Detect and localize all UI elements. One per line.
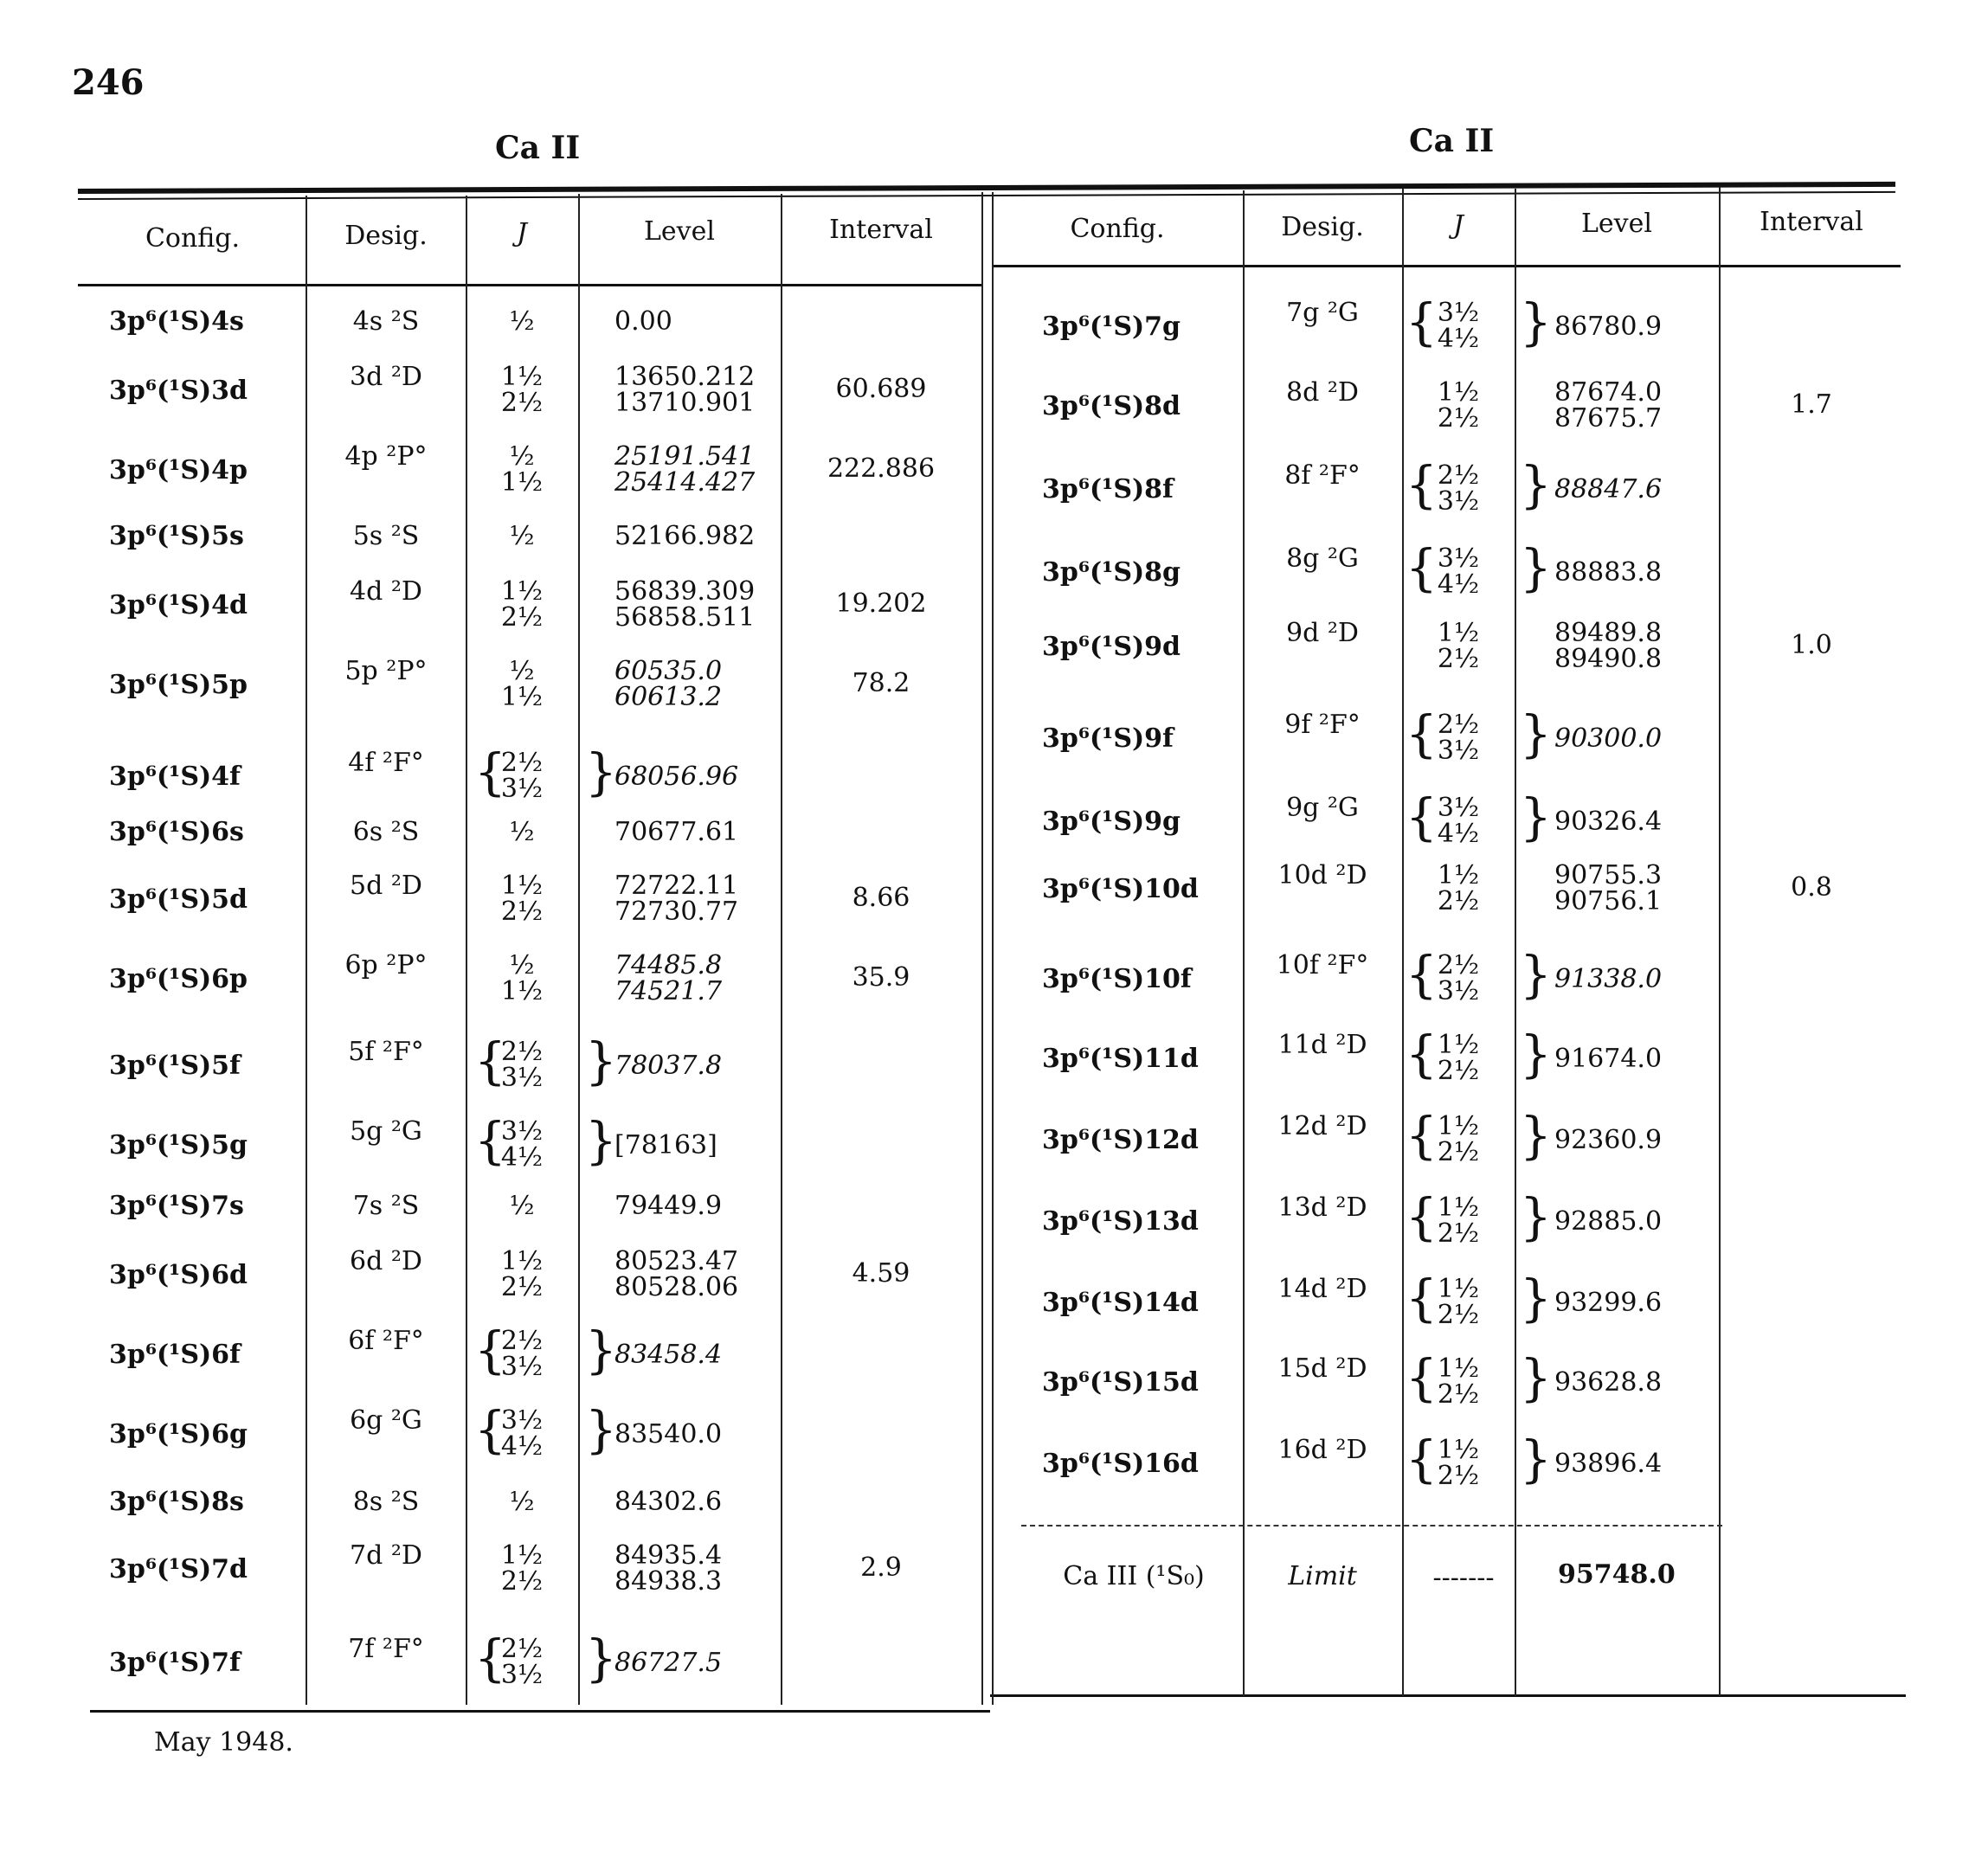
row-j: 2½ [1437, 1056, 1480, 1086]
row-desig: 4s ²S [352, 306, 420, 337]
row-level: 91338.0 [1554, 964, 1663, 994]
row-level: 83458.4 [614, 1340, 723, 1370]
row-config: 3p⁶(¹S)12d [1042, 1125, 1199, 1155]
row-level: 87675.7 [1554, 403, 1663, 434]
brace-left-icon: { [1406, 292, 1438, 351]
row-level: 86780.9 [1554, 312, 1663, 342]
row-j: 3½ [1437, 976, 1480, 1006]
row-level: 56858.511 [614, 602, 756, 633]
header-desig: Desig. [344, 221, 428, 251]
row-j: 2½ [500, 602, 544, 633]
row-j: 3½ [500, 1116, 544, 1147]
brace-left-icon: { [1406, 1025, 1438, 1083]
row-j: 1½ [1437, 1353, 1480, 1384]
row-j: 3½ [1437, 298, 1480, 328]
brace-right-icon: } [1520, 787, 1552, 846]
vline [1243, 190, 1245, 1696]
row-config: 3p⁶(¹S)7d [109, 1554, 248, 1584]
row-level: 86727.5 [614, 1648, 723, 1678]
title-right: Ca II [1409, 123, 1495, 159]
row-config: 3p⁶(¹S)8g [1042, 557, 1181, 588]
row-j: 2½ [1437, 710, 1480, 740]
row-desig: 4f ²F° [348, 748, 424, 778]
row-interval: 35.9 [852, 962, 910, 993]
row-level: 90300.0 [1554, 723, 1663, 754]
row-j: 2½ [500, 897, 544, 927]
row-j: 4½ [500, 1142, 544, 1173]
row-j: 2½ [1437, 1461, 1480, 1491]
row-config: 3p⁶(¹S)14d [1042, 1288, 1199, 1318]
row-level: 92885.0 [1554, 1206, 1663, 1237]
row-j: ½ [509, 1487, 535, 1517]
row-level: [78163] [614, 1130, 717, 1160]
title-left: Ca II [495, 130, 581, 166]
row-j: 3½ [500, 1405, 544, 1436]
row-desig: 11d ²D [1277, 1030, 1367, 1060]
row-j: 2½ [1437, 886, 1480, 916]
row-config: 3p⁶(¹S)7f [109, 1648, 241, 1678]
row-j: 2½ [1437, 1218, 1480, 1249]
row-level: 13710.901 [614, 388, 756, 418]
row-desig: 14d ²D [1277, 1274, 1367, 1304]
row-level: 25191.541 [614, 441, 756, 472]
left-header-rule [78, 284, 982, 286]
row-j: 3½ [1437, 543, 1480, 574]
row-desig: 7g ²G [1286, 298, 1359, 328]
row-level: 60613.2 [614, 682, 723, 712]
row-j: ½ [509, 306, 535, 337]
row-desig: 7d ²D [350, 1540, 422, 1571]
page-number: 246 [72, 62, 145, 103]
row-config: 3p⁶(¹S)9d [1042, 632, 1181, 662]
row-desig: 6f ²F° [348, 1326, 424, 1356]
brace-right-icon: } [585, 1400, 617, 1459]
row-desig: 6p ²P° [344, 950, 428, 980]
row-level: 90756.1 [1554, 886, 1663, 916]
row-j: 3½ [500, 1063, 544, 1093]
row-j: 2½ [1437, 1137, 1480, 1167]
row-desig: 9f ²F° [1284, 710, 1361, 740]
brace-left-icon: { [1406, 1430, 1438, 1488]
brace-left-icon: { [474, 1629, 506, 1687]
row-desig: 8f ²F° [1284, 460, 1361, 491]
row-level: 72730.77 [614, 897, 739, 927]
brace-left-icon: { [1406, 945, 1438, 1004]
row-j: ½ [509, 950, 535, 980]
row-level: 84935.4 [614, 1540, 723, 1571]
row-j: 1½ [500, 1540, 544, 1571]
row-j: 1½ [500, 682, 544, 712]
row-level: 78037.8 [614, 1051, 723, 1081]
row-config: 3p⁶(¹S)5f [109, 1051, 241, 1081]
row-interval: 19.202 [835, 588, 927, 619]
row-desig: 5d ²D [350, 871, 422, 901]
row-desig: 4p ²P° [344, 441, 428, 472]
row-desig: 6d ²D [350, 1246, 422, 1276]
row-config: 3p⁶(¹S)6s [109, 817, 244, 847]
row-config: 3p⁶(¹S)5g [109, 1130, 248, 1160]
brace-right-icon: } [585, 1111, 617, 1170]
header-config: Config. [145, 223, 241, 254]
row-level: 25414.427 [614, 467, 756, 498]
row-j: 3½ [1437, 793, 1480, 823]
row-interval: 8.66 [852, 883, 910, 913]
row-j: 3½ [500, 1352, 544, 1382]
row-j: 2½ [1437, 1379, 1480, 1410]
row-j: 2½ [1437, 950, 1480, 980]
row-config: 3p⁶(¹S)5p [109, 670, 248, 700]
row-j: 4½ [500, 1431, 544, 1462]
row-desig: 13d ²D [1277, 1192, 1367, 1223]
row-level: 90755.3 [1554, 860, 1663, 890]
row-level: 56839.309 [614, 576, 756, 607]
header-level: Level [1581, 209, 1652, 239]
brace-right-icon: } [1520, 292, 1552, 351]
header-config: Config. [1070, 214, 1165, 244]
row-interval: 78.2 [852, 668, 910, 698]
row-j: 1½ [1437, 860, 1480, 890]
limit-j: ------- [1432, 1563, 1495, 1593]
row-level: 79449.9 [614, 1191, 723, 1221]
row-j: 4½ [1437, 569, 1480, 600]
row-level: 52166.982 [614, 521, 756, 551]
row-desig: 7f ²F° [348, 1634, 424, 1664]
row-config: 3p⁶(¹S)9f [1042, 723, 1174, 754]
row-level: 74521.7 [614, 976, 723, 1006]
brace-right-icon: } [1520, 945, 1552, 1004]
row-config: 3p⁶(¹S)4p [109, 455, 248, 485]
limit-desig: Limit [1288, 1561, 1357, 1591]
row-config: 3p⁶(¹S)13d [1042, 1206, 1199, 1237]
brace-left-icon: { [474, 1111, 506, 1170]
row-desig: 8g ²G [1286, 543, 1359, 574]
row-desig: 5p ²P° [344, 656, 428, 686]
row-level: 90326.4 [1554, 807, 1663, 837]
vline [992, 192, 994, 1705]
row-j: 1½ [500, 576, 544, 607]
row-j: 2½ [500, 388, 544, 418]
row-config: 3p⁶(¹S)16d [1042, 1449, 1199, 1479]
row-j: 2½ [500, 1272, 544, 1302]
row-level: 88847.6 [1554, 474, 1663, 505]
brace-left-icon: { [1406, 1106, 1438, 1165]
row-config: 3p⁶(¹S)15d [1042, 1367, 1199, 1398]
row-level: 70677.61 [614, 817, 739, 847]
brace-left-icon: { [474, 1400, 506, 1459]
row-j: 1½ [500, 467, 544, 498]
row-j: 1½ [1437, 618, 1480, 648]
row-config: 3p⁶(¹S)5s [109, 521, 244, 551]
row-level: 68056.96 [614, 762, 739, 792]
row-desig: 3d ²D [350, 362, 422, 392]
row-config: 3p⁶(¹S)3d [109, 376, 248, 406]
row-desig: 8d ²D [1286, 377, 1359, 408]
row-level: 89490.8 [1554, 644, 1663, 674]
row-j: 3½ [500, 1660, 544, 1690]
row-j: 2½ [1437, 644, 1480, 674]
brace-right-icon: } [1520, 1187, 1552, 1246]
row-level: 0.00 [614, 306, 672, 337]
vline [1515, 189, 1516, 1696]
row-j: 3½ [500, 774, 544, 804]
header-j: J [1452, 210, 1464, 241]
row-level: 87674.0 [1554, 377, 1663, 408]
row-desig: 9d ²D [1286, 618, 1359, 648]
row-j: 1½ [500, 362, 544, 392]
row-interval: 4.59 [852, 1258, 910, 1289]
brace-right-icon: } [1520, 1106, 1552, 1165]
row-level: 92360.9 [1554, 1125, 1663, 1155]
brace-left-icon: { [474, 742, 506, 801]
row-level: 83540.0 [614, 1419, 723, 1449]
row-level: 74485.8 [614, 950, 723, 980]
row-interval: 2.9 [860, 1552, 902, 1583]
row-desig: 5f ²F° [348, 1037, 424, 1067]
row-j: 4½ [1437, 819, 1480, 849]
row-desig: 8s ²S [352, 1487, 420, 1517]
row-config: 3p⁶(¹S)6g [109, 1419, 248, 1449]
row-config: 3p⁶(¹S)8f [1042, 474, 1174, 505]
row-j: 2½ [500, 1326, 544, 1356]
brace-right-icon: } [585, 742, 617, 801]
row-level: 80528.06 [614, 1272, 739, 1302]
row-config: 3p⁶(¹S)6d [109, 1260, 248, 1290]
row-config: 3p⁶(¹S)10f [1042, 964, 1192, 994]
row-j: 4½ [1437, 324, 1480, 354]
row-desig: 6g ²G [350, 1405, 422, 1436]
row-config: 3p⁶(¹S)6p [109, 964, 248, 994]
vline [781, 194, 782, 1705]
row-j: 2½ [1437, 460, 1480, 491]
row-j: 1½ [1437, 1030, 1480, 1060]
row-desig: 10f ²F° [1276, 950, 1369, 980]
limit-config: Ca III (¹S₀) [1063, 1561, 1205, 1591]
brace-left-icon: { [1406, 455, 1438, 514]
brace-right-icon: } [1520, 1025, 1552, 1083]
row-j: 3½ [1437, 736, 1480, 766]
row-interval: 60.689 [835, 374, 927, 404]
brace-right-icon: } [585, 1629, 617, 1687]
row-desig: 10d ²D [1277, 860, 1367, 890]
row-config: 3p⁶(¹S)11d [1042, 1044, 1199, 1074]
row-j: 1½ [500, 976, 544, 1006]
row-level: 93628.8 [1554, 1367, 1663, 1398]
row-config: 3p⁶(¹S)4d [109, 590, 248, 620]
row-desig: 7s ²S [352, 1191, 420, 1221]
brace-left-icon: { [1406, 787, 1438, 846]
brace-right-icon: } [1520, 455, 1552, 514]
row-level: 91674.0 [1554, 1044, 1663, 1074]
vline [466, 196, 467, 1705]
row-config: 3p⁶(¹S)7s [109, 1191, 244, 1221]
row-desig: 16d ²D [1277, 1435, 1367, 1465]
row-j: ½ [509, 656, 535, 686]
brace-right-icon: } [1520, 1348, 1552, 1407]
header-j: J [516, 218, 528, 248]
right-bottom-rule [990, 1694, 1906, 1697]
row-config: 3p⁶(¹S)4s [109, 306, 244, 337]
row-config: 3p⁶(¹S)9g [1042, 807, 1181, 837]
row-j: 2½ [500, 1566, 544, 1597]
brace-left-icon: { [1406, 538, 1438, 597]
brace-left-icon: { [474, 1032, 506, 1090]
row-desig: 12d ²D [1277, 1111, 1367, 1141]
header-interval: Interval [1760, 207, 1863, 237]
vline [306, 196, 307, 1705]
row-j: 2½ [1437, 403, 1480, 434]
brace-left-icon: { [474, 1321, 506, 1379]
row-config: 3p⁶(¹S)5d [109, 884, 248, 915]
brace-left-icon: { [1406, 1187, 1438, 1246]
row-j: 1½ [1437, 1274, 1480, 1304]
brace-left-icon: { [1406, 704, 1438, 763]
vline [578, 194, 580, 1705]
row-j: 2½ [1437, 1300, 1480, 1330]
row-config: 3p⁶(¹S)10d [1042, 874, 1199, 904]
brace-right-icon: } [1520, 704, 1552, 763]
brace-right-icon: } [1520, 1430, 1552, 1488]
limit-separator [1021, 1525, 1722, 1527]
row-level: 89489.8 [1554, 618, 1663, 648]
row-level: 93299.6 [1554, 1288, 1663, 1318]
row-j: 1½ [500, 1246, 544, 1276]
row-j: 1½ [1437, 377, 1480, 408]
brace-right-icon: } [585, 1032, 617, 1090]
header-desig: Desig. [1281, 212, 1364, 242]
row-level: 60535.0 [614, 656, 723, 686]
left-bottom-rule [90, 1710, 990, 1713]
row-level: 13650.212 [614, 362, 756, 392]
row-j: ½ [509, 1191, 535, 1221]
row-config: 3p⁶(¹S)6f [109, 1340, 241, 1370]
row-config: 3p⁶(¹S)8s [109, 1487, 244, 1517]
header-interval: Interval [829, 215, 933, 245]
row-config: 3p⁶(¹S)7g [1042, 312, 1181, 342]
row-j: 2½ [500, 748, 544, 778]
brace-left-icon: { [1406, 1269, 1438, 1327]
row-desig: 15d ²D [1277, 1353, 1367, 1384]
row-interval: 1.7 [1791, 389, 1832, 420]
row-j: ½ [509, 521, 535, 551]
row-desig: 5s ²S [352, 521, 420, 551]
brace-left-icon: { [1406, 1348, 1438, 1407]
row-level: 84302.6 [614, 1487, 723, 1517]
row-desig: 6s ²S [352, 817, 420, 847]
row-j: 2½ [500, 1634, 544, 1664]
row-config: 3p⁶(¹S)8d [1042, 391, 1181, 421]
row-desig: 5g ²G [350, 1116, 422, 1147]
row-j: 1½ [1437, 1192, 1480, 1223]
row-interval: 1.0 [1791, 630, 1832, 660]
row-level: 84938.3 [614, 1566, 723, 1597]
brace-right-icon: } [1520, 538, 1552, 597]
brace-right-icon: } [585, 1321, 617, 1379]
row-j: 2½ [500, 1037, 544, 1067]
row-j: 1½ [500, 871, 544, 901]
row-j: ½ [509, 441, 535, 472]
row-interval: 222.886 [827, 453, 936, 484]
row-level: 93896.4 [1554, 1449, 1663, 1479]
row-level: 80523.47 [614, 1246, 739, 1276]
footer-date: May 1948. [154, 1727, 293, 1758]
right-header-rule [994, 265, 1901, 267]
brace-right-icon: } [1520, 1269, 1552, 1327]
row-j: 3½ [1437, 486, 1480, 517]
row-interval: 0.8 [1791, 872, 1832, 903]
header-level: Level [644, 216, 715, 247]
row-desig: 4d ²D [350, 576, 422, 607]
limit-level: 95748.0 [1558, 1559, 1676, 1590]
vline [981, 192, 983, 1705]
row-level: 72722.11 [614, 871, 739, 901]
row-j: ½ [509, 817, 535, 847]
row-desig: 9g ²G [1286, 793, 1359, 823]
row-j: 1½ [1437, 1435, 1480, 1465]
row-j: 1½ [1437, 1111, 1480, 1141]
row-config: 3p⁶(¹S)4f [109, 762, 241, 792]
row-level: 88883.8 [1554, 557, 1663, 588]
